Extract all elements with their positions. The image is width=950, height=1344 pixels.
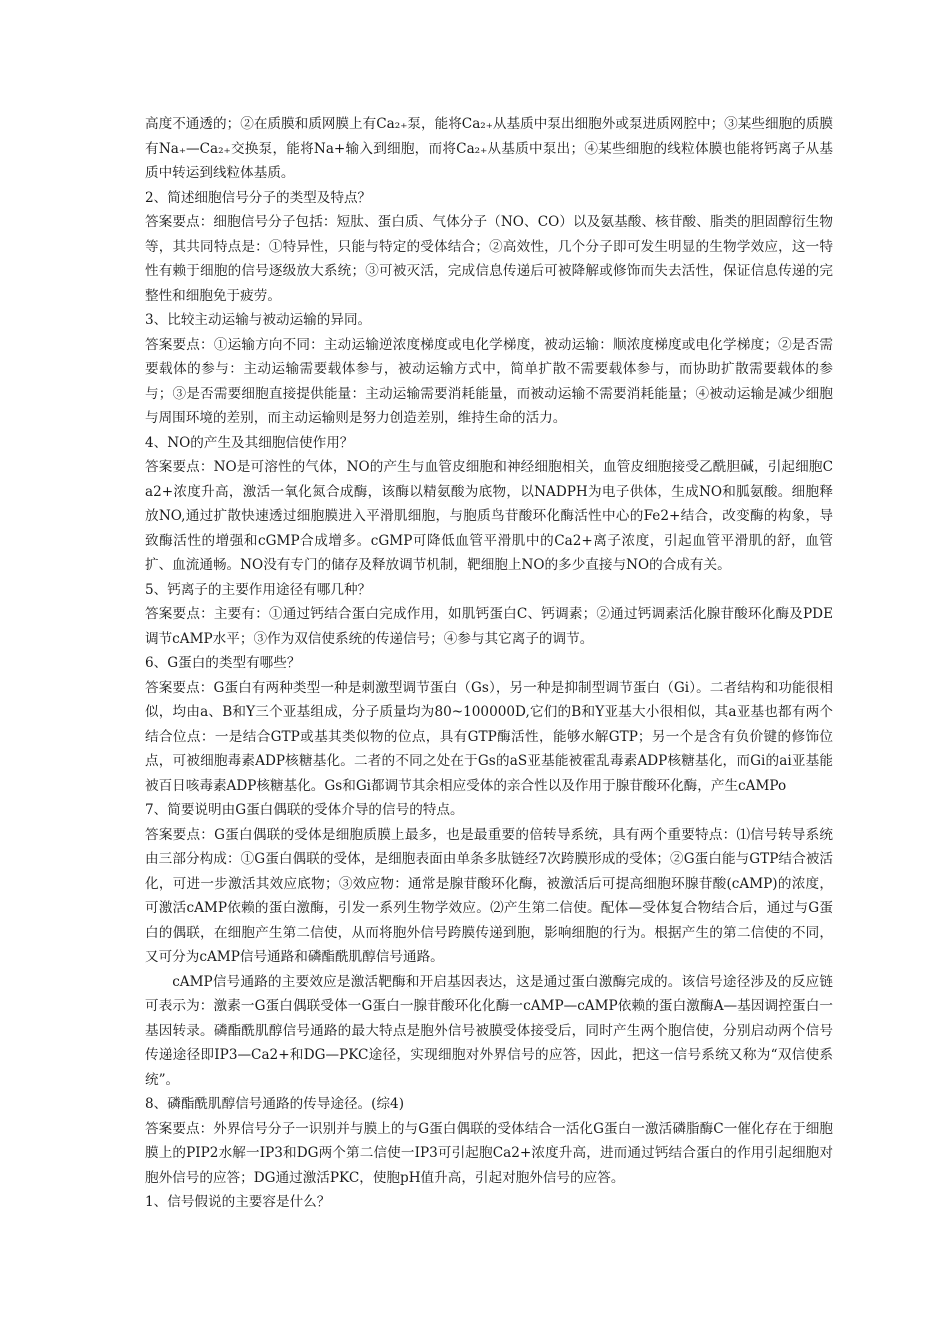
question-3-heading: 3、比较主动运输与被动运输的异同。 [145,312,372,328]
question-2-heading: 2、简述细胞信号分子的类型及特点？ [145,189,372,206]
answer-4-text: 答案要点：NO是可溶性的气体，NO的产生与血管皮细胞和神经细胞相关，血管皮细胞接受乙酰胆碱，引起细胞Ca2+浓度升高，激活一氧化氮合成酶，该酶以精氨酸为底物，以NADPH为电子供体，生成NO和胍氨酸。细胞释放NO,通过扩散快速透过细胞膜进入平滑肌细胞，与胞质鸟苷酸环化酶活性中心的Fe2+结合，改变酶的构象，导致酶活性的增强和cGMP合成增多。cGMP可降低血管平滑肌中的Ca2+离子浓度，引起血管平滑肌的舒，血管扩、血流通畅。NO没有专门的储存及释放调节机制，靶细胞上NO的多少直接与NO的合成有关。 [145,459,833,573]
question-8-heading: 8、磷酯酰肌醇信号通路的传导途径。(综4) [145,1096,404,1112]
answer-6-text: 答案要点：G蛋白有两种类型一种是刺激型调节蛋白（Gs），另一种是抑制型调节蛋白（Gi）。二者结构和功能很相似，均由a、B和Y三个亚基组成，分子质量均为80~100000D,它们的B和Y亚基大小很相似，其a亚基也都有两个结合位点：一是结合GTP或基其类似物的位点，具有GTP酶活性，能够水解GTP；另一个是含有负价键的修饰位点，可被细胞毒素ADP核糖基化。二者的不同之处在于Gs的aS亚基能被霍乱毒素ADP核糖基化，而Gi的ai亚基能被百日咳毒素ADP核糖基化。Gs和Gi都调节其余相应受体的亲合性以及作用于腺苷酸环化酶，产生cAMPo [145,679,833,794]
question-6-heading: 6、G蛋白的类型有哪些？ [145,655,301,671]
question-5-heading: 5、钙离子的主要作用途径有哪几种？ [145,581,372,598]
answer-5-text: 答案要点：主要有：①通过钙结合蛋白完成作用，如肌钙蛋白C、钙调素；②通过钙调素活化腺苷酸环化酶及PDE调节cAMP水平；③作为双信使系统的传递信号；④参与其它离子的调节。 [145,606,833,647]
question-1-heading: 1、信号假说的主要容是什么？ [145,1194,331,1210]
document-page [145,112,833,1215]
answer-2-text: 答案要点：细胞信号分子包括：短肽、蛋白质、气体分子（NO、CO）以及氨基酸、核苷酸、脂类的胆固醇衍生物等，其共同特点是：①特异性，只能与特定的受体结合；②高效性，几个分子即可发生明显的生物学效应，这一特性有赖于细胞的信号逐级放大系统；③可被灭活，完成信息传递后可被降解或修饰而失去活性，保证信息传递的完整性和细胞免于疲劳。 [145,214,833,304]
question-7-heading: 7、简要说明由G蛋白偶联的受体介导的信号的特点。 [145,802,464,818]
answer-8-text: 答案要点：外界信号分子一识别并与膜上的与G蛋白偶联的受体结合一活化G蛋白一激活磷脂酶C一催化存在于细胞膜上的PIP2水解一IP3和DG两个第二信使一IP3可引起胞Ca2+浓度升高，进而通过钙结合蛋白的作用引起细胞对胞外信号的应答；DG通过激活PKC，使胞pH值升高，引起对胞外信号的应答。 [145,1120,833,1186]
question-4-heading: 4、NO的产生及其细胞信使作用？ [145,434,354,451]
answer-7-continuation: cAMP信号通路的主要效应是激活靶酶和开启基因表达，这是通过蛋白激酶完成的。该信号途径涉及的反应链可表示为：激素一G蛋白偶联受体一G蛋白一腺苷酸环化化酶一cAMP—cAMP依赖的蛋白激酶A—基因调控蛋白一基因转录。磷酯酰肌醇信号通路的最大特点是胞外信号被膜受体接受后，同时产生两个胞信使，分别启动两个信号传递途径即IP3—Ca2+和DG—PKC途径，实现细胞对外界信号的应答，因此，把这一信号系统又称为“双信使系统”。 [145,973,833,1088]
answer-3-text: 答案要点：①运输方向不同：主动运输逆浓度梯度或电化学梯度，被动运输：顺浓度梯度或电化学梯度；②是否需要载体的参与：主动运输需要载体参与，被动运输方式中，简单扩散不需要载体参与，而协助扩散需要载体的参与；③是否需要细胞直接提供能量：主动运输需要消耗能量，而被动运输不需要消耗能量；④被动运输是减少细胞与周围环境的差别，而主动运输则是努力创造差别，维持生命的活力。 [145,336,833,426]
paragraph-calcium-pumps: 高度不通透的；②在质膜和质网膜上有Ca₂₊泵，能将Ca₂₊从基质中泵出细胞外或泵进质网腔中；③某些细胞的质膜有Na₊—Ca₂₊交换泵，能将Na+输入到细胞，而将Ca₂₊从基质中泵出；④某些细胞的线粒体膜也能将钙离子从基质中转运到线粒体基质。 [145,116,833,181]
answer-7-text: 答案要点：G蛋白偶联的受体是细胞质膜上最多，也是最重要的倍转导系统，具有两个重要特点：⑴信号转导系统由三部分构成：①G蛋白偶联的受体，是细胞表面由单条多肽链经7次跨膜形成的受体；②G蛋白能与GTP结合被活化，可进一步激活其效应底物；③效应物：通常是腺苷酸环化酶，被激活后可提高细胞环腺苷酸(cAMP)的浓度，可激活cAMP依赖的蛋白激酶，引发一系列生物学效应。⑵产生第二信使。配体—受体复合物结合后，通过与G蛋白的偶联，在细胞产生第二信使，从而将胞外信号跨膜传递到胞，影响细胞的行为。根据产生的第二信使的不同，又可分为cAMP信号通路和磷酯酰肌醇信号通路。 [145,826,833,965]
